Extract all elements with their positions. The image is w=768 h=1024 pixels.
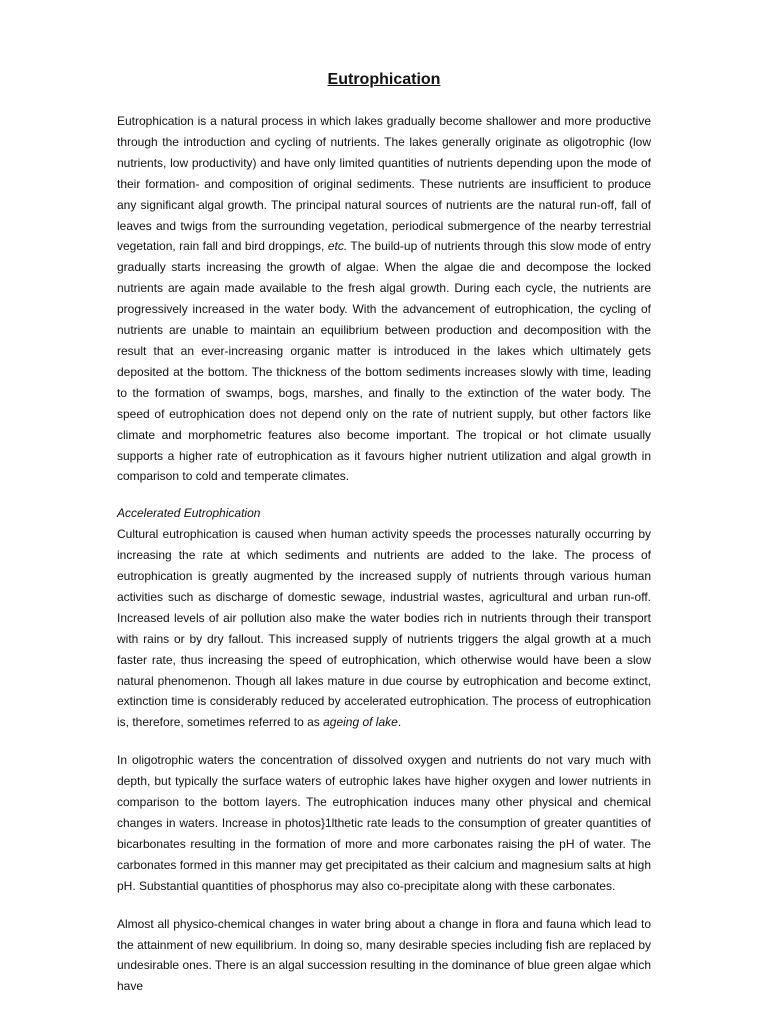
paragraph-intro-etc: etc. [327,239,348,254]
paragraph-accelerated-term: ageing of lake [323,715,398,730]
paragraph-accelerated-end: . [397,715,402,730]
paragraph-intro [117,111,651,487]
paragraph-intro-text: Eutrophication is a natural process in which lakes gradually become shallower and more productive through the introduction and cycling of nutrients. The lakes generally originate as oligotrophic (low nutrients, low productivity) and have only limited quantities of nutrients depending upon the mode of their formation- and composition of original sediments. These nutrients are insufficient to produce any significant algal growth. The principal natural sources of nutrients are the natural run-off, fall of leaves and twigs from the surrounding vegetation, periodical submergence of the nearby terrestrial vegetation, rain fall and bird droppings, [117,114,651,254]
paragraph-oligotrophic: In oligotrophic waters the concentration of dissolved oxygen and nutrients do not vary much with depth, but typically the surface waters of eutrophic lakes have higher oxygen and lower nutrients in comparison to the bottom layers. The eutrophication induces many other physical and chemical changes in waters. Increase in photos}1lthetic rate leads to the consumption of greater quantities of bicarbonates resulting in the formation of more and more carbonates raising the pH of water. The carbonates formed in this manner may get precipitated as their calcium and magnesium salts at high pH. Substantial quantities of phosphorus may also co-precipitate along with these carbonates. [117,753,651,893]
page-title: Eutrophication [327,71,441,88]
section-heading-accelerated: Accelerated Eutrophication [117,506,261,521]
paragraph-intro-text-cont: The build-up of nutrients through this slow mode of entry gradually starts increasing the growth of algae. When the algae die and decompose the locked nutrients are again made available to the fresh algal growth. During each cycle, the nutrients are progressively increased in the water body. With the advancement of eutrophication, the cycling of nutrients are unable to maintain an equilibrium between production and decomposition with the result that an ever-increasing organic matter is introduced in the lakes which ultimately gets deposited at the bottom. The thickness of the bottom sediments increases slowly with time, leading to the formation of swamps, bogs, marshes, and finally to the extinction of the water body. The speed of eutrophication does not depend only on the rate of nutrient supply, but other factors like climate and morphometric features also become important. The tropical or hot climate usually supports a higher rate of eutrophication as it favours higher nutrient utilization and algal growth in comparison to cold and temperate climates. [117,239,651,484]
paragraph-accelerated [117,524,651,733]
paragraph-physico-chemical: Almost all physico-chemical changes in water bring about a change in flora and fauna which lead to the attainment of new equilibrium. In doing so, many desirable species including fish are replaced by undesirable ones. There is an algal succession resulting in the dominance of blue green algae which have [117,916,651,994]
paragraph-accelerated-text: Cultural eutrophication is caused when human activity speeds the processes naturally occurring by increasing the rate at which sediments and nutrients are added to the lake. The process of eutrophication is greatly augmented by the increased supply of nutrients through various human activities such as discharge of domestic sewage, industrial wastes, agricultural and urban run-off. Increased levels of air pollution also make the water bodies rich in nutrients through their transport with rains or by dry fallout. This increased supply of nutrients triggers the algal growth at a much faster rate, thus increasing the speed of eutrophication, which otherwise would have been a slow natural phenomenon. Though all lakes mature in due course by eutrophication and become extinct, extinction time is considerably reduced by accelerated eutrophication. The process of eutrophication is, therefore, sometimes referred to as [117,527,651,730]
